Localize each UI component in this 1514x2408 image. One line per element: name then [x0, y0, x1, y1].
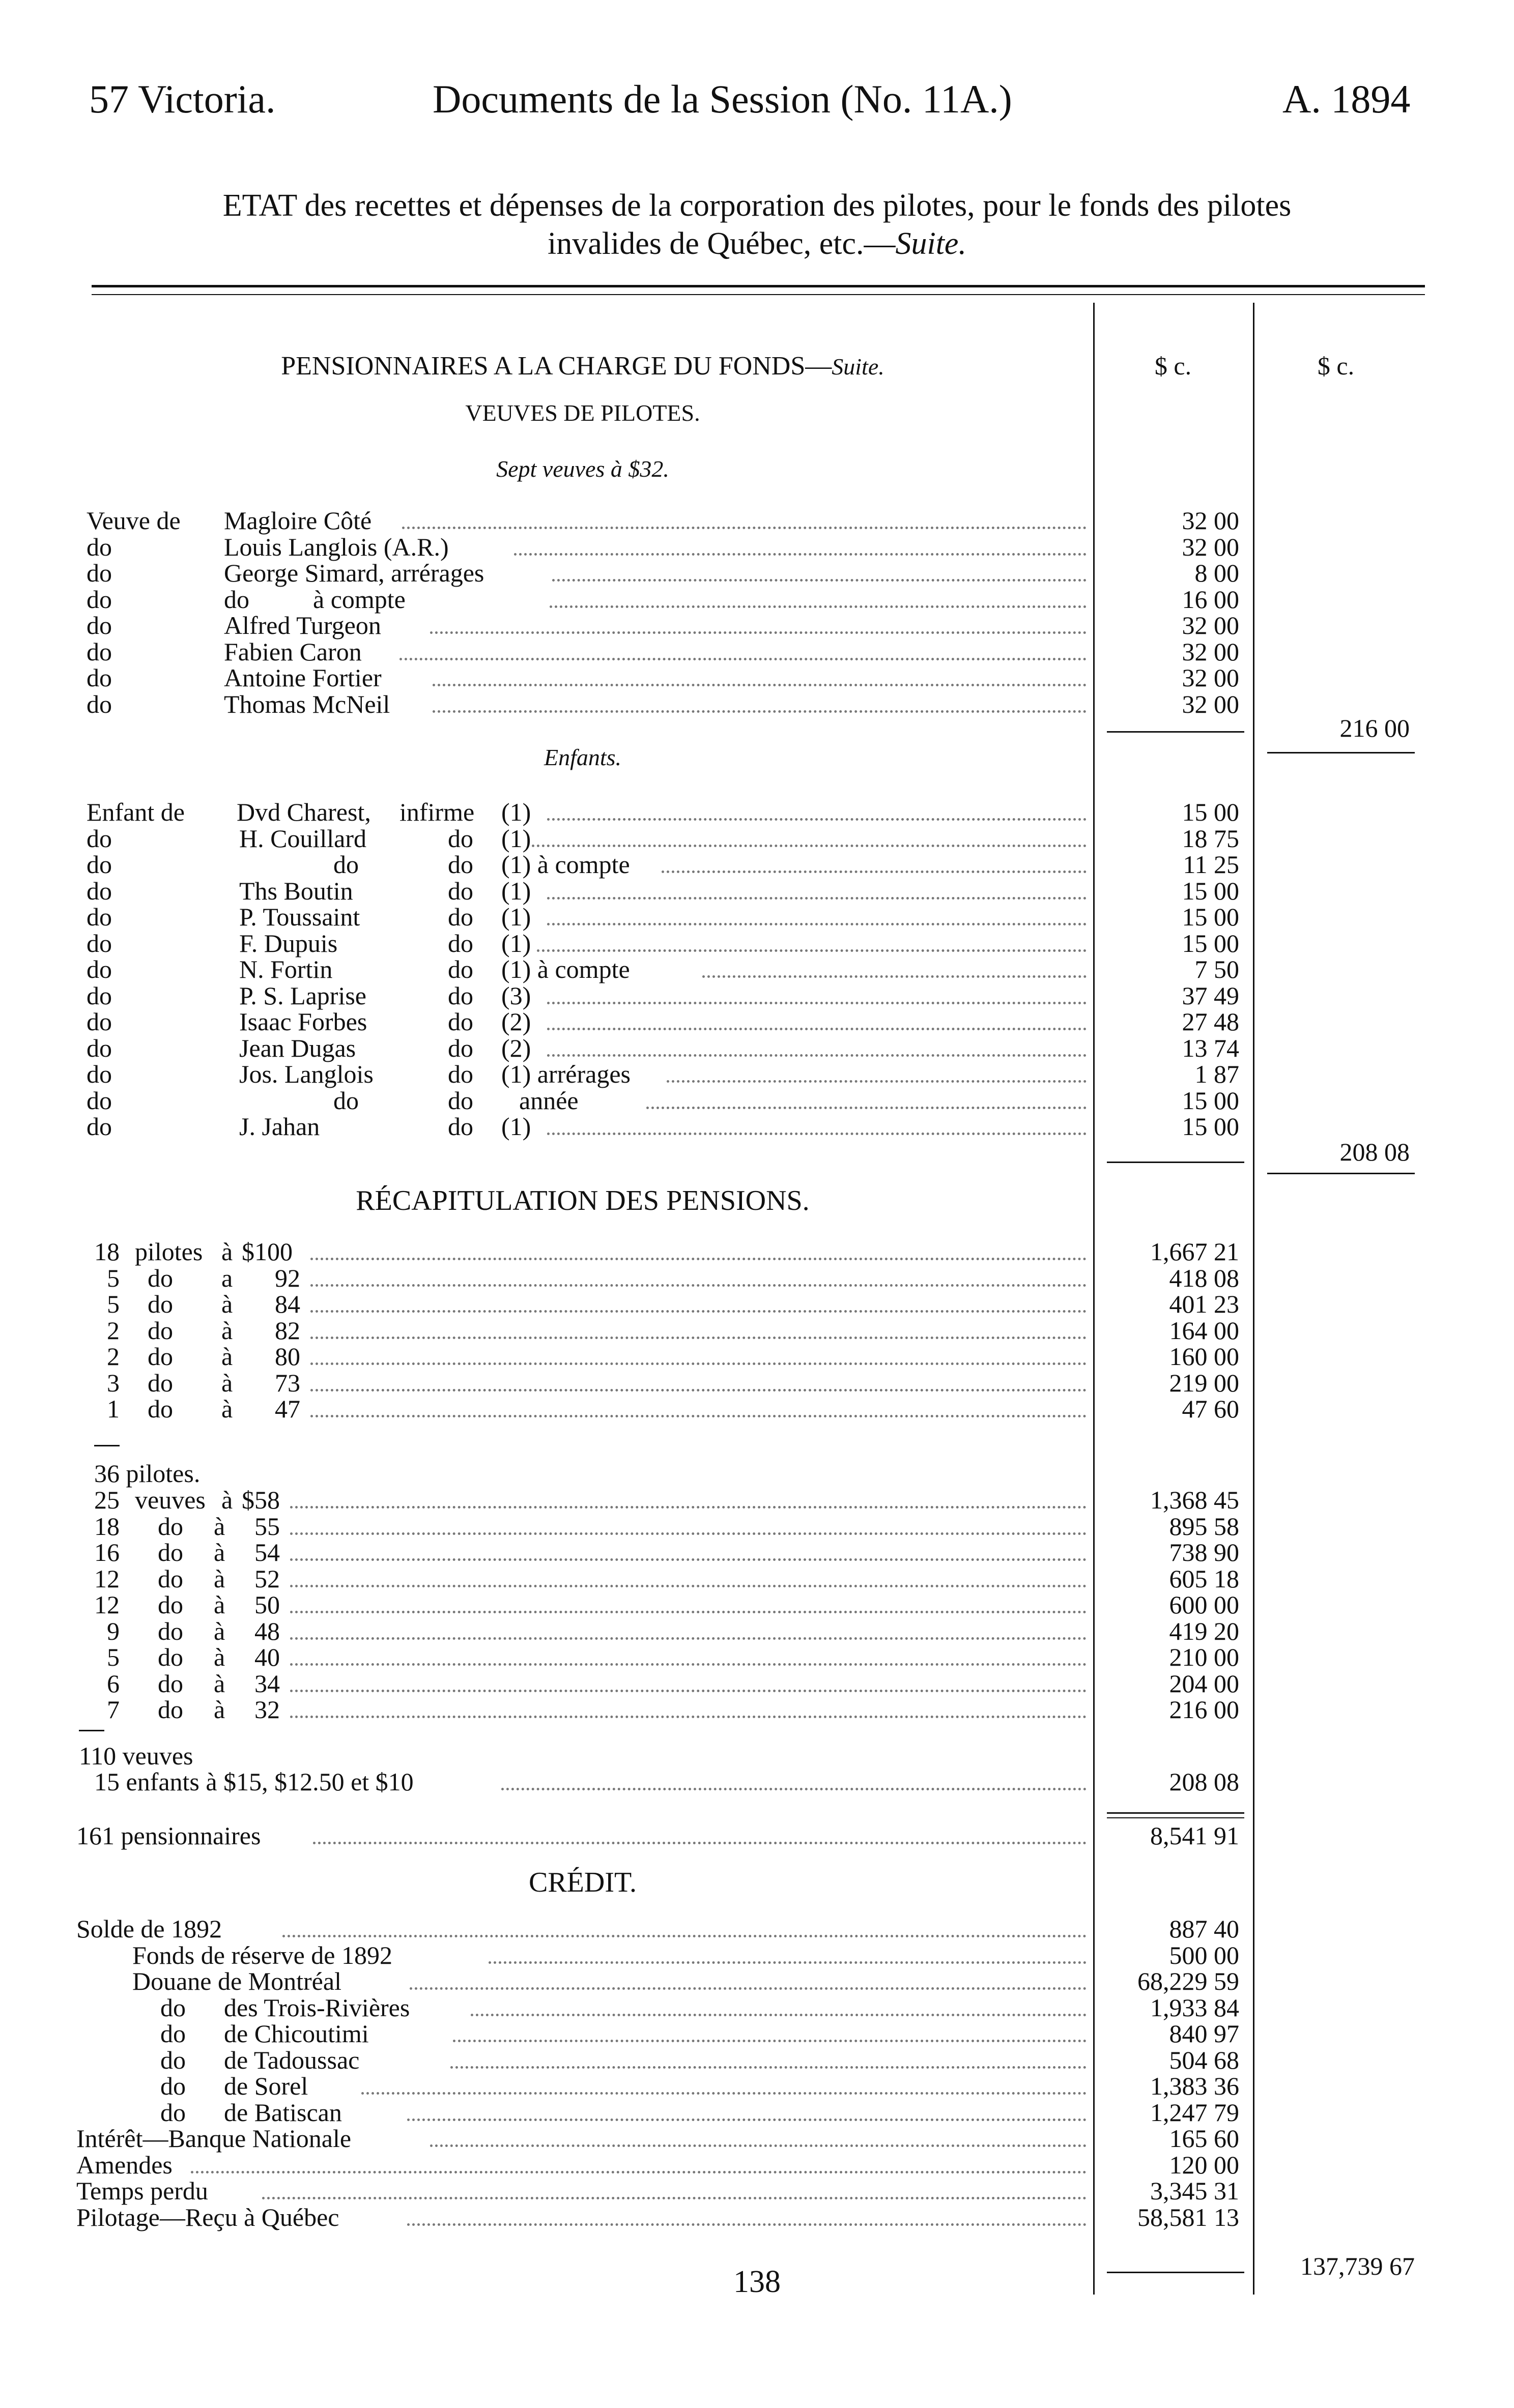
enfant-row-amount: 1 87: [1194, 1060, 1239, 1088]
enfant-row-name: Jos. Langlois: [239, 1060, 374, 1088]
enfant-row-amount: 11 25: [1183, 850, 1239, 879]
enfant-row-leader: [532, 845, 1087, 847]
recap-widows-underline: [79, 1730, 104, 1731]
enfant-row-note: (2): [501, 1007, 531, 1036]
enfant-row-prefix: Enfant de: [87, 798, 185, 826]
enfant-row-note: (1) à compte: [501, 955, 630, 983]
title-rule-top: [92, 285, 1425, 287]
enfant-row-amount: 15 00: [1182, 1112, 1239, 1141]
recap-widow-at: à: [214, 1669, 225, 1698]
enfant-row-status: infirme: [399, 798, 475, 826]
recap-heading: RÉCAPITULATION DES PENSIONS.: [356, 1185, 810, 1216]
credit-row-amount: 1,933 84: [1150, 1993, 1239, 2022]
credit-row-amount: 887 40: [1169, 1914, 1239, 1943]
enfant-row-name: Isaac Forbes: [239, 1007, 367, 1036]
recap-widow-leader: [290, 1506, 1087, 1508]
recap-widow-amount: 895 58: [1169, 1512, 1239, 1541]
enfant-row-amount: 15 00: [1182, 903, 1239, 931]
recap-pilot-rate: 80: [275, 1342, 300, 1371]
enfant-row-note: (1) arrérages: [501, 1060, 631, 1088]
enfant-row-status: do: [448, 929, 473, 958]
credit-row-leader: [282, 1935, 1087, 1937]
recap-widow-leader: [290, 1585, 1087, 1587]
credit-heading: CRÉDIT.: [528, 1867, 637, 1898]
veuve-row-name: do à compte: [224, 585, 406, 614]
recap-pilot-count: 2: [107, 1342, 120, 1371]
recap-widow-leader: [290, 1611, 1087, 1613]
enfant-row-leader: [702, 975, 1087, 978]
recap-pilot-amount: 160 00: [1169, 1342, 1239, 1371]
credit-row-leader: [407, 2223, 1087, 2226]
enfant-row-amount: 18 75: [1182, 824, 1239, 853]
recap-widow-leader: [290, 1558, 1087, 1561]
credit-row-leader: [191, 2171, 1087, 2173]
veuve-row-prefix: do: [87, 689, 112, 718]
credit-row-label: do de Chicoutimi: [160, 2019, 369, 2048]
enfant-row-leader: [547, 923, 1087, 925]
recap-widow-at: à: [214, 1695, 225, 1724]
recap-widow-label: do: [158, 1616, 183, 1645]
enfants-total-rule: [1267, 1173, 1415, 1174]
recap-widow-label: do: [158, 1643, 183, 1671]
recap-pilot-label: do: [148, 1342, 173, 1371]
veuve-row-name: George Simard, arrérages: [224, 559, 484, 587]
column-header-amount: $ c.: [1154, 352, 1192, 380]
enfant-row-status: do: [448, 1033, 473, 1062]
enfant-row-leader: [547, 818, 1087, 821]
recap-widow-label: do: [158, 1590, 183, 1619]
veuve-row-leader: [550, 605, 1087, 608]
enfant-row-prefix: do: [87, 1060, 112, 1088]
column-header-total: $ c.: [1317, 352, 1355, 380]
recap-pilot-at: à: [221, 1316, 233, 1345]
recap-pilot-at: à: [221, 1368, 233, 1397]
recap-widow-count: 7: [107, 1695, 120, 1724]
enfant-row-leader: [646, 1107, 1087, 1109]
recap-widow-rate: 40: [254, 1643, 280, 1671]
veuve-row-name: Louis Langlois (A.R.): [224, 532, 449, 561]
veuve-row-prefix: do: [87, 663, 112, 692]
credit-row-label: do de Tadoussac: [160, 2045, 360, 2074]
veuve-row-amount: 32 00: [1182, 637, 1239, 666]
credit-row-label: do des Trois-Rivières: [160, 1993, 410, 2022]
recap-pilot-label: do: [148, 1316, 173, 1345]
veuve-row-amount: 32 00: [1182, 689, 1239, 718]
column-rule-2: [1253, 303, 1254, 2295]
enfant-row-prefix: do: [87, 903, 112, 931]
veuve-row-leader: [433, 710, 1087, 713]
recap-widow-amount: 204 00: [1169, 1669, 1239, 1698]
veuve-row-prefix: do: [87, 611, 112, 640]
veuve-row-prefix: do: [87, 637, 112, 666]
credit-row-label: Fonds de réserve de 1892: [132, 1940, 392, 1969]
credit-row-label: Solde de 1892: [76, 1914, 222, 1943]
recap-widow-rate: 48: [254, 1616, 280, 1645]
enfant-row-leader: [547, 1133, 1087, 1135]
credit-row-leader: [407, 2119, 1087, 2121]
credit-row-leader: [489, 1961, 1087, 1964]
veuve-row-name: Magloire Côté: [224, 506, 372, 535]
recap-widow-at: à: [214, 1643, 225, 1671]
veuve-row-prefix: do: [87, 532, 112, 561]
enfant-row-amount: 15 00: [1182, 1086, 1239, 1115]
recap-widow-count: 12: [94, 1590, 120, 1619]
credit-row-amount: 1,247 79: [1150, 2098, 1239, 2127]
credit-row-label: Amendes: [76, 2150, 173, 2179]
page-number: 138: [733, 2265, 781, 2299]
veuve-row-prefix: Veuve de: [87, 506, 181, 535]
recap-widow-rate: 50: [254, 1590, 280, 1619]
enfant-row-prefix: do: [87, 1112, 112, 1141]
credit-row-leader: [430, 2144, 1087, 2147]
recap-widow-amount: 1,368 45: [1150, 1486, 1239, 1514]
enfant-row-note: (2): [501, 1033, 531, 1062]
enfant-row-prefix: do: [87, 850, 112, 879]
recap-widow-rate: 55: [254, 1512, 280, 1541]
enfant-row-leader: [547, 1054, 1087, 1057]
section-pensionnaires-title: [76, 351, 1089, 381]
enfant-row-note: (1): [501, 798, 531, 826]
credit-row-label: Douane de Montréal: [132, 1967, 341, 1995]
recap-grand-label: 161 pensionnaires: [76, 1821, 261, 1850]
recap-pilot-rate: 73: [275, 1368, 300, 1397]
enfant-row-amount: 15 00: [1182, 929, 1239, 958]
recap-widow-count: 18: [94, 1512, 120, 1541]
recap-widow-amount: 216 00: [1169, 1695, 1239, 1724]
enfant-row-status: do: [448, 903, 473, 931]
recap-pilot-leader: [310, 1284, 1087, 1287]
recap-widow-rate: 32: [254, 1695, 280, 1724]
enfant-row-leader: [667, 1080, 1087, 1083]
veuve-row-amount: 32 00: [1182, 532, 1239, 561]
recap-pilot-at: à: [221, 1342, 233, 1371]
enfant-row-status: do: [448, 824, 473, 853]
recap-widow-leader: [290, 1663, 1087, 1666]
recap-widow-at: à: [214, 1538, 225, 1566]
veuve-row-leader: [402, 527, 1087, 529]
recap-pilot-rate: 47: [275, 1395, 300, 1423]
credit-row-leader: [453, 2040, 1087, 2042]
header-year: A. 1894: [1282, 77, 1411, 121]
enfant-row-note: (1): [501, 903, 531, 931]
recap-pilot-at: à: [221, 1395, 233, 1423]
enfant-row-status: do: [448, 1007, 473, 1036]
veuve-row-amount: 16 00: [1182, 585, 1239, 614]
enfant-row-leader: [662, 871, 1087, 873]
recap-pilot-rate: 82: [275, 1316, 300, 1345]
recap-widow-at: à: [214, 1590, 225, 1619]
recap-pilot-amount: 401 23: [1169, 1290, 1239, 1318]
enfant-row-amount: 27 48: [1182, 1007, 1239, 1036]
recap-pilot-count: 5: [107, 1263, 120, 1292]
credit-row-label: Pilotage—Reçu à Québec: [76, 2202, 339, 2231]
page-title-suite: Suite.: [895, 226, 966, 261]
enfant-row-note: (1): [501, 824, 531, 853]
enfant-row-name: P. Toussaint: [239, 903, 360, 931]
credit-row-label: do de Sorel: [160, 2072, 308, 2100]
recap-pilot-leader: [310, 1310, 1087, 1313]
veuve-row-prefix: do: [87, 559, 112, 587]
credit-row-leader: [410, 1987, 1087, 1990]
enfant-row-name: Jean Dugas: [239, 1033, 356, 1062]
veuve-row-amount: 32 00: [1182, 611, 1239, 640]
recap-widow-count: 25: [94, 1486, 120, 1514]
enfant-row-leader: [547, 897, 1087, 900]
recap-widow-amount: 605 18: [1169, 1564, 1239, 1593]
enfants-heading: Enfants.: [544, 744, 622, 770]
recap-pilot-at: à: [221, 1290, 233, 1318]
recap-widow-amount: 419 20: [1169, 1616, 1239, 1645]
recap-pilot-label: do: [148, 1368, 173, 1397]
enfant-row-prefix: do: [87, 981, 112, 1010]
section-pensionnaires-text: PENSIONNAIRES A LA CHARGE DU FONDS—: [281, 352, 832, 381]
credit-row-amount: 68,229 59: [1137, 1967, 1239, 1995]
enfant-row-note: (1): [501, 1112, 531, 1141]
recap-pilot-leader: [310, 1337, 1087, 1339]
recap-pilot-amount: 47 60: [1182, 1395, 1239, 1423]
veuve-row-leader: [552, 579, 1087, 582]
credit-row-leader: [361, 2092, 1087, 2095]
credit-row-leader: [450, 2066, 1087, 2069]
enfant-row-status: do: [448, 1060, 473, 1088]
recap-widow-count: 12: [94, 1564, 120, 1593]
recap-pilot-label: do: [148, 1290, 173, 1318]
enfant-row-name: do: [333, 850, 359, 879]
enfant-row-amount: 13 74: [1182, 1033, 1239, 1062]
recap-grand-rule-2: [1107, 1817, 1244, 1818]
recap-pilot-leader: [310, 1389, 1087, 1391]
enfant-row-name: Dvd Charest,: [237, 798, 371, 826]
enfant-row-name: F. Dupuis: [239, 929, 338, 958]
enfant-row-prefix: do: [87, 1007, 112, 1036]
credit-row-amount: 120 00: [1169, 2150, 1239, 2179]
enfant-row-note: année: [519, 1086, 579, 1115]
veuve-row-leader: [430, 631, 1087, 634]
recap-widow-rate: 34: [254, 1669, 280, 1698]
veuve-row-amount: 32 00: [1182, 663, 1239, 692]
credit-total: 137,739 67: [1300, 2252, 1415, 2280]
veuve-row-leader: [514, 553, 1087, 556]
veuve-row-leader: [399, 658, 1087, 660]
header-session-year: 57 Victoria.: [89, 77, 276, 121]
recap-widow-label: veuves: [135, 1486, 206, 1514]
recap-pilots-total: 36 pilotes.: [94, 1459, 201, 1488]
enfant-row-amount: 7 50: [1194, 955, 1239, 983]
recap-widow-at: à: [214, 1616, 225, 1645]
recap-pilots-underline: [94, 1445, 120, 1446]
enfant-row-status: do: [448, 850, 473, 879]
enfant-row-name: P. S. Laprise: [239, 981, 366, 1010]
enfant-row-note: (1): [501, 876, 531, 905]
veuves-total-rule: [1267, 752, 1415, 753]
credit-row-amount: 3,345 31: [1150, 2177, 1239, 2205]
enfant-row-name: N. Fortin: [239, 955, 333, 983]
recap-pilot-rate: $100: [242, 1237, 293, 1266]
recap-pilot-rate: 92: [275, 1263, 300, 1292]
enfant-row-name: J. Jahan: [239, 1112, 320, 1141]
recap-children-amount: 208 08: [1169, 1767, 1239, 1796]
section-pensionnaires-suite: Suite.: [832, 354, 884, 380]
recap-pilot-count: 5: [107, 1290, 120, 1318]
enfant-row-name: Ths Boutin: [239, 876, 353, 905]
recap-pilot-leader: [310, 1258, 1087, 1260]
recap-widow-count: 9: [107, 1616, 120, 1645]
enfant-row-prefix: do: [87, 955, 112, 983]
recap-widow-at: à: [214, 1564, 225, 1593]
credit-row-amount: 58,581 13: [1137, 2202, 1239, 2231]
recap-pilot-amount: 1,667 21: [1150, 1237, 1239, 1266]
recap-widow-amount: 600 00: [1169, 1590, 1239, 1619]
veuves-subtotal-rule: [1107, 731, 1244, 733]
enfant-row-amount: 15 00: [1182, 798, 1239, 826]
enfant-row-status: do: [448, 876, 473, 905]
enfant-row-prefix: do: [87, 1086, 112, 1115]
recap-pilot-count: 1: [107, 1395, 120, 1423]
recap-widow-label: do: [158, 1695, 183, 1724]
enfant-row-prefix: do: [87, 1033, 112, 1062]
recap-children-line: 15 enfants à $15, $12.50 et $10: [94, 1767, 414, 1796]
veuve-row-name: Thomas McNeil: [224, 689, 390, 718]
recap-widow-rate: $58: [242, 1486, 280, 1514]
enfants-subtotal-rule: [1107, 1162, 1244, 1163]
veuve-row-amount: 8 00: [1194, 559, 1239, 587]
enfant-row-leader: [537, 949, 1087, 952]
recap-widow-count: 16: [94, 1538, 120, 1566]
credit-row-leader: [262, 2197, 1087, 2199]
recap-pilot-count: 3: [107, 1368, 120, 1397]
recap-pilot-leader: [310, 1415, 1087, 1417]
title-rule-bottom: [92, 294, 1425, 295]
veuve-row-name: Alfred Turgeon: [224, 611, 381, 640]
credit-row-amount: 500 00: [1169, 1940, 1239, 1969]
recap-pilot-count: 18: [94, 1237, 120, 1266]
enfant-row-note: (3): [501, 981, 531, 1010]
recap-widow-label: do: [158, 1538, 183, 1566]
recap-pilot-label: do: [148, 1395, 173, 1423]
enfant-row-amount: 37 49: [1182, 981, 1239, 1010]
recap-grand-rule: [1107, 1812, 1244, 1814]
veuves-subheading: Sept veuves à $32.: [496, 456, 669, 482]
veuves-total: 216 00: [1339, 714, 1410, 742]
recap-widow-rate: 52: [254, 1564, 280, 1593]
recap-pilot-label: pilotes: [135, 1237, 203, 1266]
veuve-row-amount: 32 00: [1182, 506, 1239, 535]
enfant-row-name: do: [333, 1086, 359, 1115]
recap-widow-rate: 54: [254, 1538, 280, 1566]
enfant-row-amount: 15 00: [1182, 876, 1239, 905]
enfant-row-status: do: [448, 955, 473, 983]
enfant-row-leader: [547, 1002, 1087, 1004]
enfants-total: 208 08: [1339, 1138, 1410, 1166]
enfant-row-prefix: do: [87, 929, 112, 958]
veuves-heading: VEUVES DE PILOTES.: [465, 400, 700, 426]
recap-grand-amount: 8,541 91: [1150, 1821, 1239, 1850]
page-title-line2-text: invalides de Québec, etc.—: [548, 226, 896, 261]
enfant-row-leader: [547, 1028, 1087, 1030]
veuve-row-leader: [433, 684, 1087, 686]
recap-pilot-at: à: [221, 1237, 233, 1266]
recap-pilot-amount: 164 00: [1169, 1316, 1239, 1345]
recap-pilot-leader: [310, 1362, 1087, 1365]
enfant-row-note: (1) à compte: [501, 850, 630, 879]
credit-row-amount: 1,383 36: [1150, 2072, 1239, 2100]
page-title-line2: [0, 224, 1514, 264]
recap-pilot-label: do: [148, 1263, 173, 1292]
enfant-row-prefix: do: [87, 824, 112, 853]
credit-row-label: Intérêt—Banque Nationale: [76, 2124, 352, 2153]
veuve-row-name: Antoine Fortier: [224, 663, 382, 692]
veuve-row-name: Fabien Caron: [224, 637, 362, 666]
recap-grand-leader: [313, 1842, 1087, 1844]
recap-pilot-amount: 418 08: [1169, 1263, 1239, 1292]
page-title-line1: ETAT des recettes et dépenses de la corporation des pilotes, pour le fonds des pilotes: [222, 188, 1292, 223]
recap-pilot-rate: 84: [275, 1290, 300, 1318]
recap-widow-amount: 210 00: [1169, 1643, 1239, 1671]
recap-widow-count: 6: [107, 1669, 120, 1698]
recap-children-leader: [501, 1788, 1087, 1790]
recap-widow-label: do: [158, 1564, 183, 1593]
recap-widow-leader: [290, 1637, 1087, 1640]
recap-widow-amount: 738 90: [1169, 1538, 1239, 1566]
recap-widow-leader: [290, 1716, 1087, 1718]
credit-row-label: Temps perdu: [76, 2177, 208, 2205]
enfant-row-name: H. Couillard: [239, 824, 366, 853]
credit-row-amount: 504 68: [1169, 2045, 1239, 2074]
recap-widow-leader: [290, 1532, 1087, 1535]
enfant-row-note: (1): [501, 929, 531, 958]
enfant-row-status: do: [448, 1086, 473, 1115]
recap-widow-at: à: [214, 1512, 225, 1541]
recap-widow-label: do: [158, 1669, 183, 1698]
credit-row-amount: 165 60: [1169, 2124, 1239, 2153]
recap-widow-leader: [290, 1690, 1087, 1692]
recap-pilot-count: 2: [107, 1316, 120, 1345]
veuve-row-prefix: do: [87, 585, 112, 614]
enfant-row-status: do: [448, 981, 473, 1010]
enfant-row-prefix: do: [87, 876, 112, 905]
recap-widows-total: 110 veuves: [79, 1742, 193, 1770]
recap-widow-count: 5: [107, 1643, 120, 1671]
column-rule-1: [1093, 303, 1095, 2295]
enfant-row-status: do: [448, 1112, 473, 1141]
recap-pilot-at: a: [221, 1263, 233, 1292]
credit-row-leader: [471, 2014, 1087, 2016]
recap-widow-at: à: [221, 1486, 233, 1514]
header-document-title: Documents de la Session (No. 11A.): [433, 77, 1012, 121]
credit-row-label: do de Batiscan: [160, 2098, 342, 2127]
recap-pilot-amount: 219 00: [1169, 1368, 1239, 1397]
credit-row-amount: 840 97: [1169, 2019, 1239, 2048]
recap-widow-label: do: [158, 1512, 183, 1541]
